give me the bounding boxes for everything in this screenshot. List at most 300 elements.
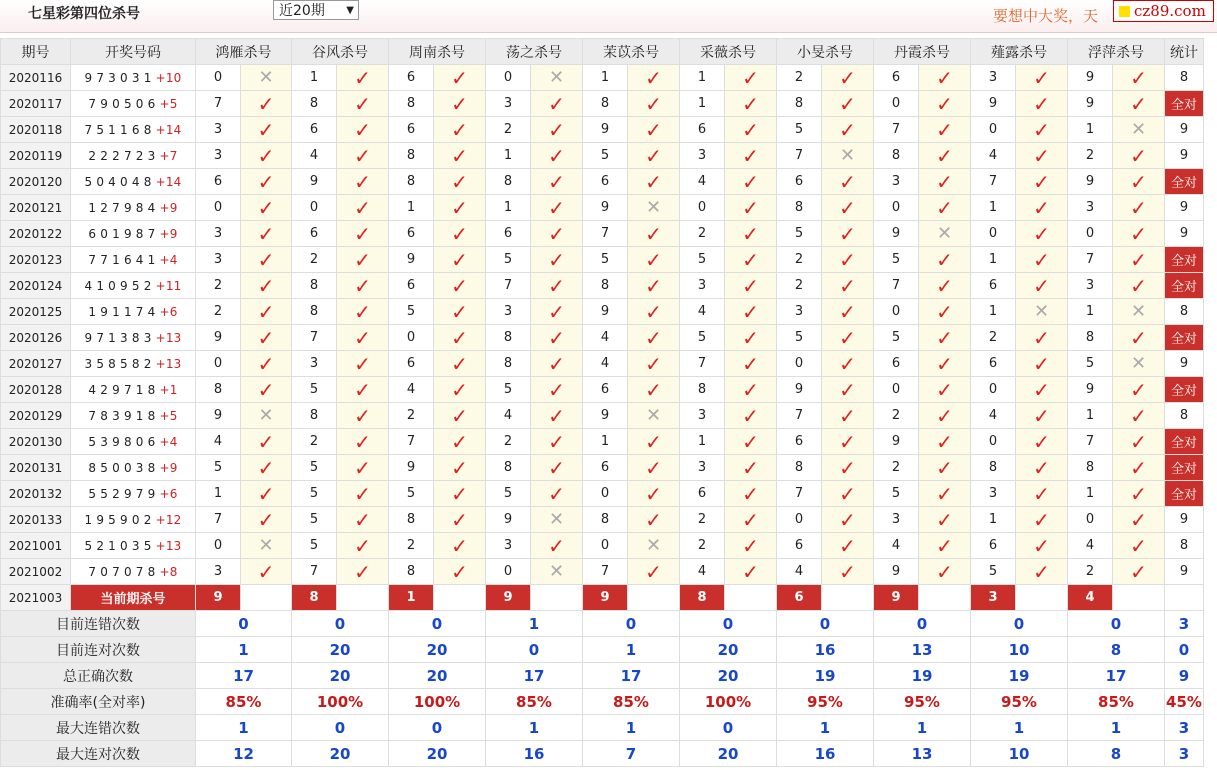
kill-number-cell: 6 (971, 273, 1016, 299)
kill-number-cell: 6 (777, 533, 822, 559)
kill-number-cell: 4 (680, 169, 725, 195)
check-icon: ✓ (919, 481, 971, 507)
summary-row (1, 637, 1204, 663)
kill-number-cell: 0 (196, 533, 241, 559)
check-icon: ✓ (1113, 273, 1165, 299)
kill-number-cell: 7 (196, 91, 241, 117)
check-icon: ✓ (1113, 507, 1165, 533)
cross-icon: ✕ (628, 195, 680, 221)
all-correct-badge: 全对 (1165, 325, 1204, 351)
draw-numbers: 7 7 1 6 4 1 (88, 252, 156, 267)
kill-number-cell: 8 (874, 143, 919, 169)
kill-number-cell: 4 (680, 559, 725, 585)
empty-cell (1165, 585, 1204, 611)
kill-number-cell: 1 (680, 65, 725, 91)
check-icon: ✓ (919, 455, 971, 481)
check-icon: ✓ (822, 247, 874, 273)
check-icon: ✓ (1016, 533, 1068, 559)
draw-sum: +14 (155, 122, 182, 137)
kill-number-cell: 1 (196, 481, 241, 507)
summary-stat-value: 45% (1165, 689, 1204, 715)
period-cell: 2020125 (1, 299, 71, 325)
kill-number-cell: 0 (874, 91, 919, 117)
draw-numbers: 7 5 1 1 6 8 (84, 122, 152, 137)
check-icon: ✓ (919, 325, 971, 351)
check-icon: ✓ (241, 429, 292, 455)
draw-sum: +14 (155, 174, 182, 189)
kill-number-cell: 7 (583, 559, 628, 585)
header-expert[interactable]: 薤露杀号 (971, 39, 1068, 65)
kill-number-cell: 3 (292, 351, 337, 377)
check-icon: ✓ (434, 221, 486, 247)
draw-sum: +4 (159, 252, 178, 267)
kill-number-cell: 5 (583, 247, 628, 273)
kill-number-cell: 7 (874, 273, 919, 299)
cross-icon: ✕ (531, 507, 583, 533)
kill-number-cell: 7 (777, 481, 822, 507)
kill-number-cell: 8 (777, 455, 822, 481)
table-row (1, 533, 1204, 559)
kill-number-cell: 3 (680, 273, 725, 299)
kill-number-cell: 7 (971, 169, 1016, 195)
kill-number-cell: 2 (486, 117, 531, 143)
period-cell: 2021002 (1, 559, 71, 585)
header-expert[interactable]: 采薇杀号 (680, 39, 777, 65)
check-icon: ✓ (1016, 65, 1068, 91)
header-expert[interactable]: 鸿雁杀号 (196, 39, 292, 65)
draw-sum: +12 (155, 512, 182, 527)
stat-cell: 9 (1165, 559, 1204, 585)
kill-number-cell: 2 (874, 455, 919, 481)
check-icon: ✓ (337, 377, 389, 403)
check-icon: ✓ (241, 169, 292, 195)
draw-numbers-cell (71, 221, 196, 247)
kill-number-cell: 9 (196, 325, 241, 351)
check-icon: ✓ (822, 195, 874, 221)
kill-number-cell: 7 (292, 325, 337, 351)
header-expert[interactable]: 茉苡杀号 (583, 39, 680, 65)
draw-numbers-cell (71, 91, 196, 117)
header-expert[interactable]: 周南杀号 (389, 39, 486, 65)
kill-number-cell: 7 (583, 221, 628, 247)
kill-number-cell: 6 (583, 377, 628, 403)
kill-number-cell: 1 (971, 507, 1016, 533)
check-icon: ✓ (725, 299, 777, 325)
check-icon: ✓ (628, 507, 680, 533)
summary-value: 7 (583, 741, 680, 767)
kill-number-cell: 5 (292, 481, 337, 507)
draw-sum: +9 (159, 226, 178, 241)
check-icon: ✓ (531, 221, 583, 247)
all-correct-badge: 全对 (1165, 169, 1204, 195)
empty-cell (628, 585, 680, 611)
kill-number-cell: 0 (1068, 507, 1113, 533)
summary-value: 100% (680, 689, 777, 715)
kill-number-cell: 2 (486, 429, 531, 455)
summary-value: 100% (389, 689, 486, 715)
table-row (1, 169, 1204, 195)
draw-numbers: 1 2 7 9 8 4 (88, 200, 156, 215)
check-icon: ✓ (241, 559, 292, 585)
kill-number-cell: 1 (389, 195, 434, 221)
all-correct-badge: 全对 (1165, 273, 1204, 299)
check-icon: ✓ (337, 351, 389, 377)
period-select[interactable] (273, 0, 359, 20)
check-icon: ✓ (1113, 247, 1165, 273)
check-icon: ✓ (725, 429, 777, 455)
promo-text[interactable]: 要想中大奖，天 (993, 7, 1099, 25)
kill-number-cell: 1 (971, 299, 1016, 325)
header-expert[interactable]: 丹霞杀号 (874, 39, 971, 65)
check-icon: ✓ (434, 247, 486, 273)
kill-number-cell: 0 (971, 221, 1016, 247)
summary-value: 20 (680, 663, 777, 689)
check-icon: ✓ (725, 507, 777, 533)
empty-cell (1113, 585, 1165, 611)
check-icon: ✓ (822, 117, 874, 143)
kill-number-cell: 3 (196, 143, 241, 169)
kill-number-cell: 9 (874, 429, 919, 455)
draw-numbers-cell (71, 143, 196, 169)
check-icon: ✓ (1113, 65, 1165, 91)
draw-numbers: 4 2 9 7 1 8 (88, 382, 156, 397)
summary-value: 19 (971, 663, 1068, 689)
check-icon: ✓ (1016, 403, 1068, 429)
check-icon: ✓ (1113, 403, 1165, 429)
check-icon: ✓ (628, 325, 680, 351)
check-icon: ✓ (919, 273, 971, 299)
check-icon: ✓ (822, 403, 874, 429)
kill-number-cell: 8 (486, 351, 531, 377)
summary-value: 8 (1068, 741, 1165, 767)
empty-cell (337, 585, 389, 611)
kill-number-cell: 8 (389, 507, 434, 533)
check-icon: ✓ (531, 195, 583, 221)
check-icon: ✓ (1016, 195, 1068, 221)
kill-number-cell: 4 (389, 377, 434, 403)
kill-number-cell: 9 (1068, 377, 1113, 403)
check-icon: ✓ (628, 247, 680, 273)
stat-cell: 9 (1165, 221, 1204, 247)
kill-number-cell: 3 (874, 507, 919, 533)
kill-number-cell: 6 (971, 351, 1016, 377)
logo-square-icon (1119, 6, 1130, 17)
kill-number-cell: 6 (389, 351, 434, 377)
draw-sum: +5 (159, 408, 178, 423)
kill-number-cell: 2 (680, 221, 725, 247)
site-logo-text: cz89.com (1134, 2, 1206, 20)
summary-value: 1 (486, 715, 583, 741)
summary-stat-value: 0 (1165, 637, 1204, 663)
kill-number-cell: 0 (583, 481, 628, 507)
check-icon: ✓ (241, 377, 292, 403)
kill-number-cell: 6 (777, 429, 822, 455)
kill-number-cell: 9 (1068, 65, 1113, 91)
cross-icon: ✕ (241, 533, 292, 559)
header-period: 期号 (1, 39, 71, 65)
kill-number-cell: 5 (777, 117, 822, 143)
draw-sum: +9 (159, 460, 178, 475)
header-expert[interactable]: 荡之杀号 (486, 39, 583, 65)
kill-number-cell: 1 (1068, 299, 1113, 325)
check-icon: ✓ (919, 351, 971, 377)
kill-number-table (0, 38, 1204, 767)
check-icon: ✓ (628, 299, 680, 325)
kill-number-cell: 0 (874, 299, 919, 325)
check-icon: ✓ (628, 455, 680, 481)
summary-value: 95% (777, 689, 874, 715)
summary-value: 0 (680, 715, 777, 741)
check-icon: ✓ (1113, 91, 1165, 117)
summary-label: 最大连对次数 (1, 741, 196, 767)
current-period-row (1, 585, 1204, 611)
check-icon: ✓ (241, 351, 292, 377)
check-icon: ✓ (919, 377, 971, 403)
check-icon: ✓ (628, 481, 680, 507)
kill-number-cell: 7 (486, 273, 531, 299)
kill-number-cell: 1 (583, 65, 628, 91)
summary-value: 16 (777, 741, 874, 767)
summary-value: 16 (486, 741, 583, 767)
kill-number-cell: 3 (486, 533, 531, 559)
header-numbers: 开奖号码 (71, 39, 196, 65)
kill-number-cell: 4 (486, 403, 531, 429)
kill-number-cell: 8 (583, 91, 628, 117)
current-kill-number: 9 (196, 585, 241, 611)
empty-cell (241, 585, 292, 611)
kill-number-cell: 4 (583, 351, 628, 377)
kill-number-cell: 8 (583, 273, 628, 299)
draw-numbers: 1 9 1 1 7 4 (88, 304, 156, 319)
summary-value: 0 (292, 611, 389, 637)
check-icon: ✓ (531, 169, 583, 195)
kill-number-cell: 4 (874, 533, 919, 559)
period-cell: 2020131 (1, 455, 71, 481)
summary-value: 1 (196, 637, 292, 663)
cross-icon: ✕ (1113, 117, 1165, 143)
header-expert[interactable]: 小旻杀号 (777, 39, 874, 65)
check-icon: ✓ (337, 533, 389, 559)
kill-number-cell: 5 (389, 481, 434, 507)
check-icon: ✓ (1016, 351, 1068, 377)
check-icon: ✓ (531, 143, 583, 169)
summary-value: 8 (1068, 637, 1165, 663)
kill-number-cell: 1 (486, 195, 531, 221)
kill-number-cell: 2 (680, 533, 725, 559)
summary-value: 20 (292, 741, 389, 767)
kill-number-cell: 8 (486, 455, 531, 481)
kill-number-cell: 5 (874, 247, 919, 273)
kill-number-cell: 1 (680, 429, 725, 455)
check-icon: ✓ (725, 377, 777, 403)
kill-number-cell: 7 (196, 507, 241, 533)
kill-number-cell: 4 (971, 143, 1016, 169)
check-icon: ✓ (919, 169, 971, 195)
table-row (1, 559, 1204, 585)
period-cell: 2020128 (1, 377, 71, 403)
kill-number-cell: 6 (389, 273, 434, 299)
kill-number-cell: 6 (680, 481, 725, 507)
current-kill-number: 9 (583, 585, 628, 611)
kill-number-cell: 9 (1068, 91, 1113, 117)
check-icon: ✓ (822, 351, 874, 377)
check-icon: ✓ (919, 559, 971, 585)
kill-number-cell: 5 (486, 377, 531, 403)
kill-number-cell: 5 (680, 325, 725, 351)
period-cell: 2020121 (1, 195, 71, 221)
cross-icon: ✕ (531, 65, 583, 91)
check-icon: ✓ (725, 273, 777, 299)
kill-number-cell: 5 (680, 247, 725, 273)
kill-number-cell: 7 (1068, 247, 1113, 273)
stat-cell: 8 (1165, 65, 1204, 91)
summary-value: 0 (874, 611, 971, 637)
check-icon: ✓ (337, 117, 389, 143)
kill-number-cell: 6 (583, 169, 628, 195)
check-icon: ✓ (531, 377, 583, 403)
kill-number-cell: 0 (292, 195, 337, 221)
check-icon: ✓ (1016, 429, 1068, 455)
current-kill-number: 4 (1068, 585, 1113, 611)
summary-value: 0 (196, 611, 292, 637)
kill-number-cell: 2 (292, 247, 337, 273)
check-icon: ✓ (531, 533, 583, 559)
summary-label: 准确率(全对率) (1, 689, 196, 715)
summary-value: 20 (389, 741, 486, 767)
draw-sum: +13 (155, 356, 182, 371)
header-expert[interactable]: 谷风杀号 (292, 39, 389, 65)
summary-value: 1 (777, 715, 874, 741)
check-icon: ✓ (434, 377, 486, 403)
check-icon: ✓ (241, 273, 292, 299)
kill-number-cell: 8 (389, 91, 434, 117)
current-kill-label: 当前期杀号 (71, 585, 196, 611)
kill-number-cell: 6 (874, 65, 919, 91)
site-logo[interactable] (1113, 0, 1214, 22)
check-icon: ✓ (434, 403, 486, 429)
summary-value: 1 (196, 715, 292, 741)
kill-number-cell: 6 (196, 169, 241, 195)
draw-sum: +7 (159, 148, 178, 163)
kill-number-cell: 3 (680, 143, 725, 169)
draw-numbers-cell (71, 247, 196, 273)
kill-number-cell: 5 (486, 247, 531, 273)
period-cell: 2020118 (1, 117, 71, 143)
check-icon: ✓ (919, 299, 971, 325)
draw-numbers: 7 9 0 5 0 6 (88, 96, 156, 111)
draw-numbers-cell (71, 299, 196, 325)
summary-label: 目前连错次数 (1, 611, 196, 637)
table-row (1, 273, 1204, 299)
header-expert[interactable]: 浮萍杀号 (1068, 39, 1165, 65)
check-icon: ✓ (919, 143, 971, 169)
kill-number-cell: 0 (971, 429, 1016, 455)
summary-label: 最大连错次数 (1, 715, 196, 741)
kill-number-cell: 3 (874, 169, 919, 195)
check-icon: ✓ (1016, 143, 1068, 169)
current-kill-number: 9 (486, 585, 531, 611)
kill-number-cell: 4 (1068, 533, 1113, 559)
check-icon: ✓ (919, 533, 971, 559)
kill-number-cell: 8 (389, 169, 434, 195)
kill-number-cell: 9 (196, 403, 241, 429)
summary-value: 17 (486, 663, 583, 689)
table-row (1, 91, 1204, 117)
check-icon: ✓ (725, 221, 777, 247)
summary-value: 0 (583, 611, 680, 637)
table-row (1, 221, 1204, 247)
kill-number-cell: 7 (874, 117, 919, 143)
check-icon: ✓ (337, 325, 389, 351)
kill-number-cell: 1 (1068, 481, 1113, 507)
check-icon: ✓ (919, 117, 971, 143)
check-icon: ✓ (919, 65, 971, 91)
table-header-row (1, 39, 1204, 65)
check-icon: ✓ (822, 299, 874, 325)
summary-row (1, 741, 1204, 767)
draw-sum: +4 (159, 434, 178, 449)
check-icon: ✓ (822, 325, 874, 351)
kill-number-cell: 9 (486, 507, 531, 533)
summary-value: 0 (1068, 611, 1165, 637)
period-cell: 2020120 (1, 169, 71, 195)
check-icon: ✓ (337, 559, 389, 585)
draw-numbers: 3 5 8 5 8 2 (84, 356, 152, 371)
summary-value: 85% (583, 689, 680, 715)
kill-number-cell: 9 (583, 195, 628, 221)
kill-number-cell: 1 (486, 143, 531, 169)
kill-number-cell: 5 (777, 221, 822, 247)
all-correct-badge: 全对 (1165, 455, 1204, 481)
check-icon: ✓ (337, 91, 389, 117)
kill-number-cell: 0 (583, 533, 628, 559)
kill-number-cell: 6 (292, 117, 337, 143)
kill-number-cell: 6 (389, 65, 434, 91)
kill-number-cell: 0 (971, 377, 1016, 403)
draw-numbers: 4 1 0 9 5 2 (84, 278, 152, 293)
kill-number-cell: 8 (777, 195, 822, 221)
period-cell: 2020117 (1, 91, 71, 117)
check-icon: ✓ (919, 91, 971, 117)
kill-number-cell: 2 (196, 299, 241, 325)
kill-number-cell: 3 (680, 403, 725, 429)
summary-value: 0 (777, 611, 874, 637)
table-row (1, 65, 1204, 91)
period-cell: 2020122 (1, 221, 71, 247)
table-row (1, 377, 1204, 403)
summary-value: 20 (389, 637, 486, 663)
page-title: 七星彩第四位杀号 (28, 6, 140, 22)
draw-numbers-cell (71, 533, 196, 559)
check-icon: ✓ (822, 559, 874, 585)
draw-numbers: 6 0 1 9 8 7 (88, 226, 156, 241)
current-kill-number: 3 (971, 585, 1016, 611)
summary-value: 1 (583, 715, 680, 741)
summary-value: 0 (389, 715, 486, 741)
kill-number-cell: 2 (196, 273, 241, 299)
kill-number-cell: 3 (196, 117, 241, 143)
kill-number-cell: 3 (486, 91, 531, 117)
kill-number-cell: 9 (874, 221, 919, 247)
check-icon: ✓ (337, 169, 389, 195)
check-icon: ✓ (725, 247, 777, 273)
summary-value: 13 (874, 637, 971, 663)
kill-number-cell: 2 (777, 247, 822, 273)
check-icon: ✓ (822, 65, 874, 91)
summary-value: 1 (874, 715, 971, 741)
check-icon: ✓ (337, 195, 389, 221)
check-icon: ✓ (337, 507, 389, 533)
